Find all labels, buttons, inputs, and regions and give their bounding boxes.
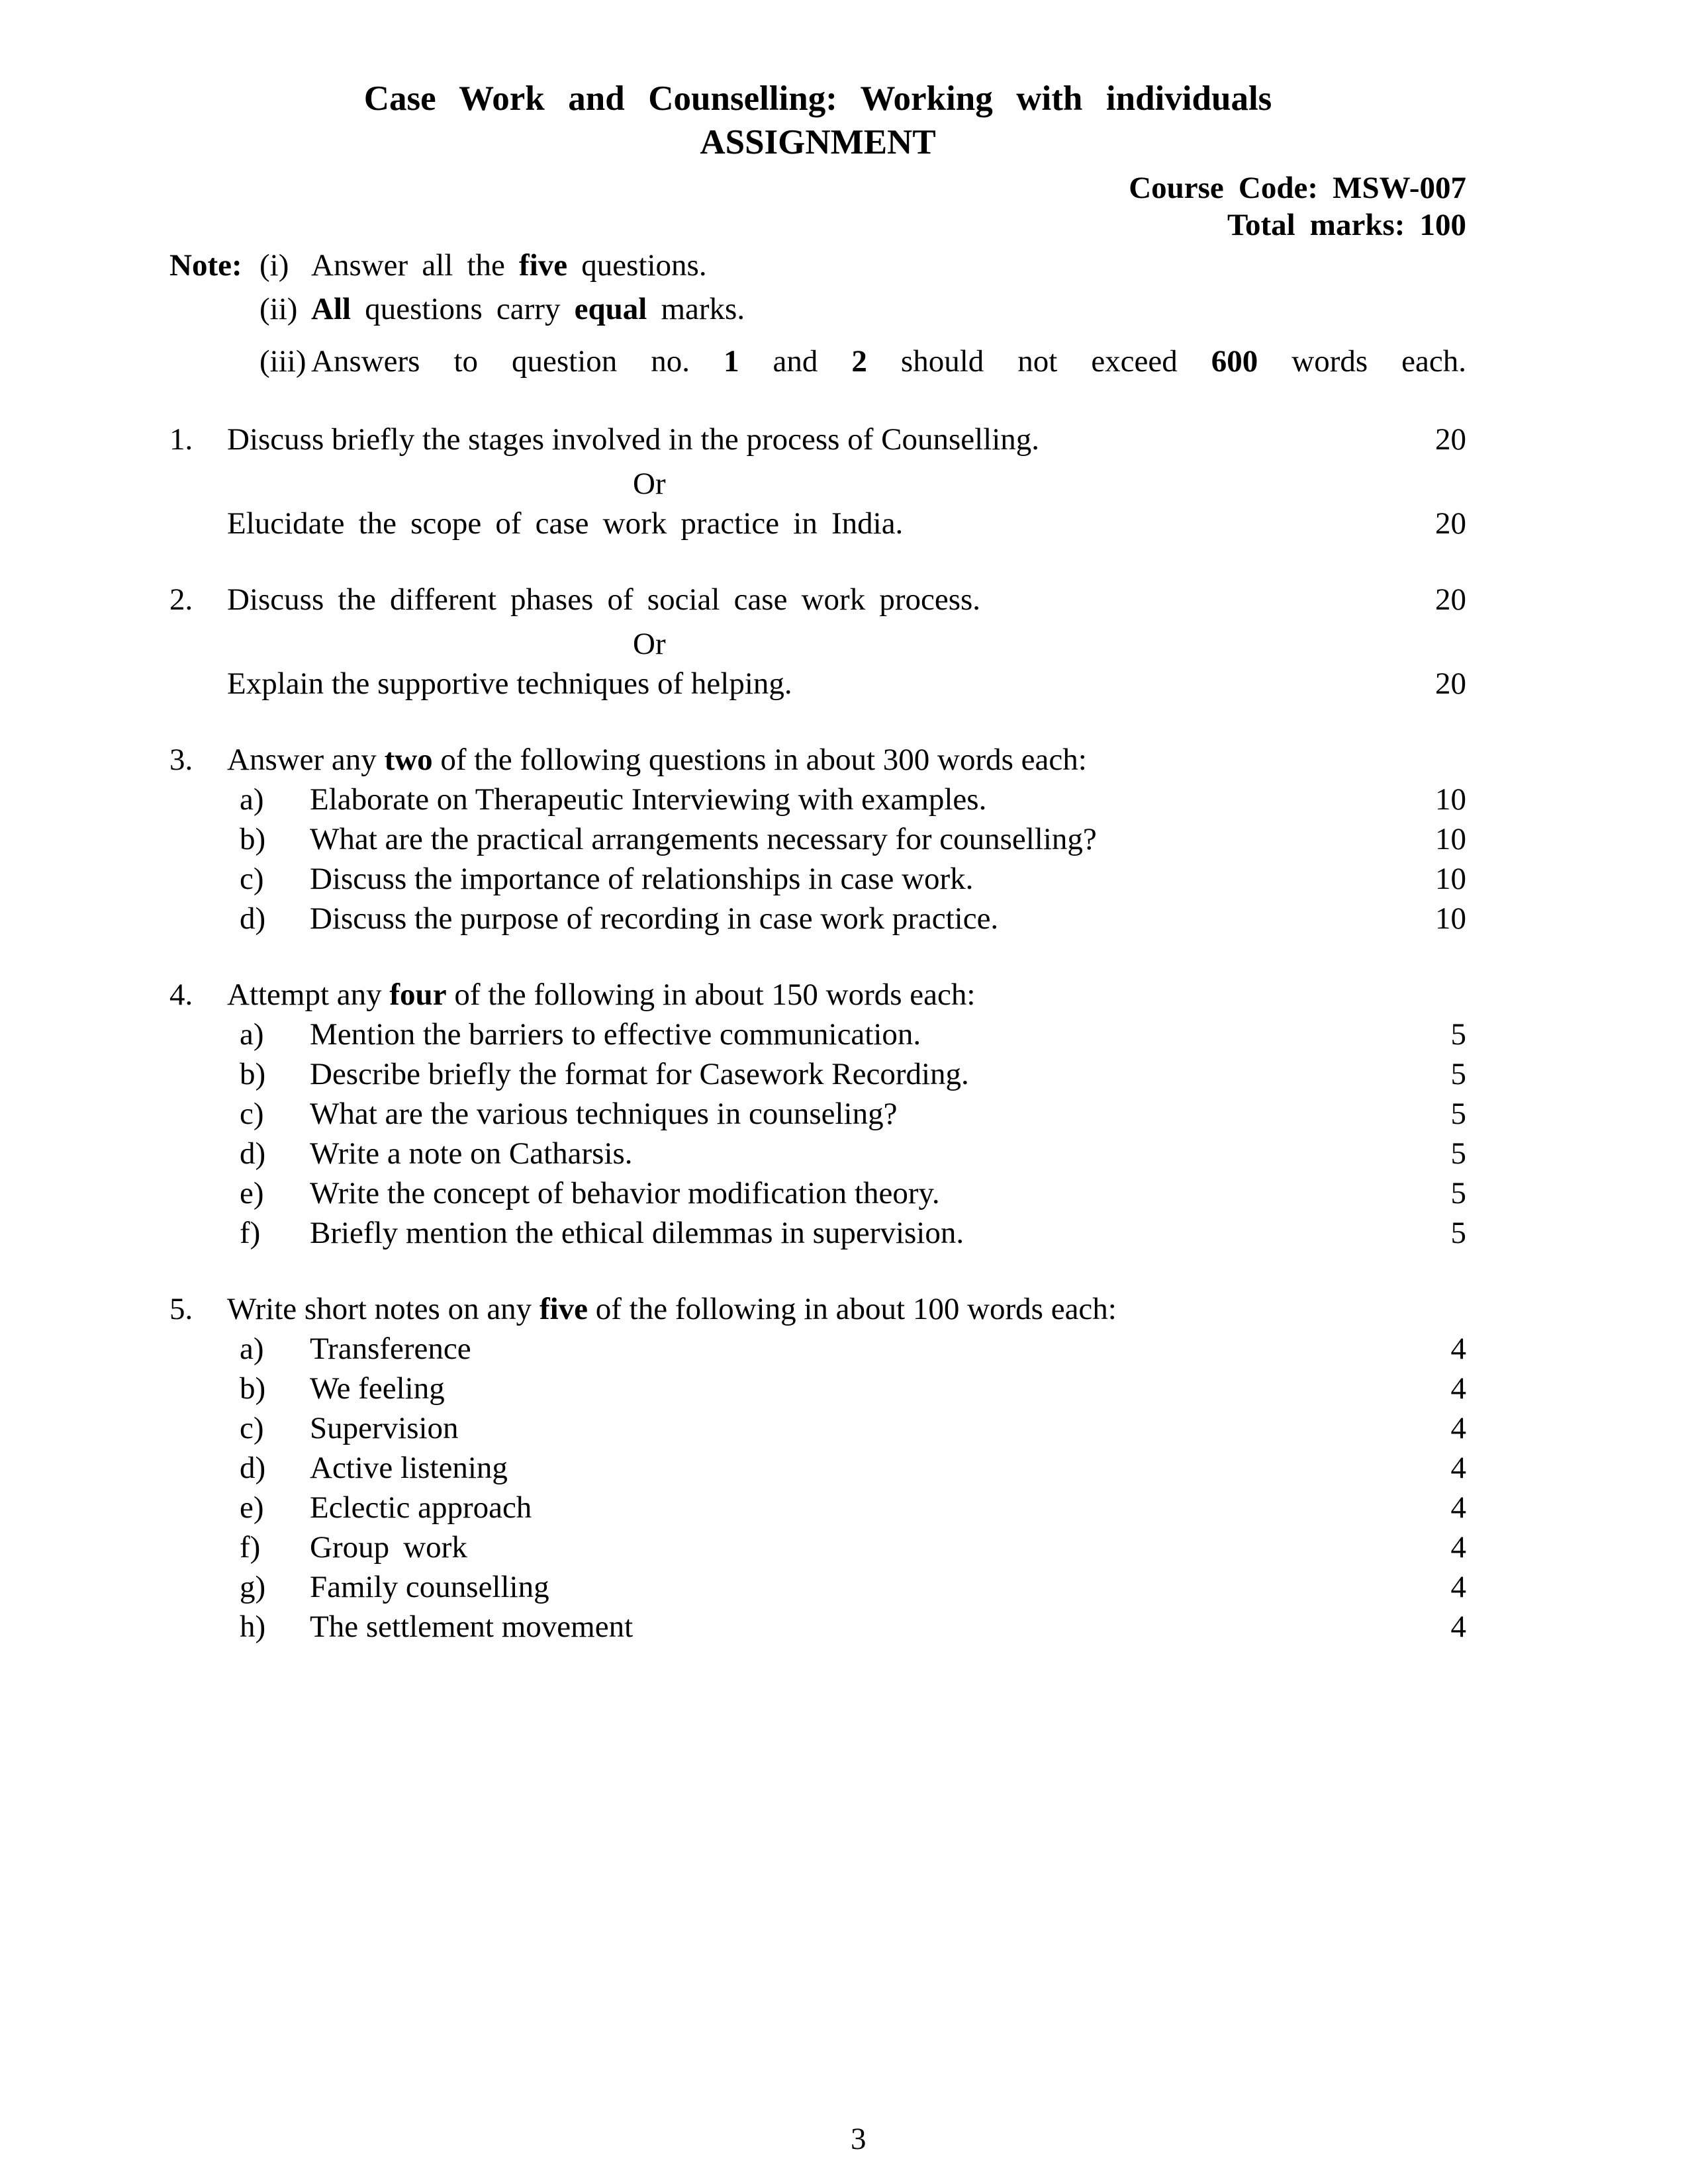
bold-text-segment: 600 — [1211, 344, 1258, 379]
text-segment: of the following questions in about 300 words each: — [432, 743, 1087, 777]
text-segment: should not exceed — [867, 344, 1211, 379]
question-marks: 20 — [1435, 582, 1466, 617]
subitem-marks: 5 — [1450, 1017, 1466, 1052]
page-number: 3 — [851, 2122, 867, 2156]
subitem-marks: 5 — [1450, 1057, 1466, 1091]
question-1 — [169, 420, 1466, 543]
question-alt — [169, 664, 1466, 704]
subitem-marker: h) — [240, 1610, 266, 1644]
text-segment: Attempt any — [227, 978, 390, 1012]
subitem-marks: 4 — [1450, 1490, 1466, 1525]
question-alt — [169, 504, 1466, 543]
subitem — [169, 1329, 1466, 1369]
note-item-marker: (i) — [259, 248, 289, 283]
subitem-text: What are the various techniques in counseling? — [310, 1097, 898, 1131]
question-text — [227, 1289, 1387, 1329]
note-section — [169, 244, 1466, 383]
subitem — [169, 819, 1466, 859]
page-subtitle: ASSIGNMENT — [700, 123, 936, 161]
subitem — [169, 1369, 1466, 1408]
subitem-marks: 4 — [1450, 1451, 1466, 1485]
note-item-marker: (iii) — [259, 344, 306, 379]
question-number-spacer — [169, 504, 227, 543]
question-number: 4. — [169, 978, 193, 1012]
subitem — [169, 1527, 1466, 1567]
subitem-marker: e) — [240, 1176, 264, 1210]
total-marks-line — [169, 206, 1466, 244]
subitem-marks: 4 — [1450, 1610, 1466, 1644]
subitem-text: The settlement movement — [310, 1610, 633, 1644]
note-item-marker: (ii) — [259, 292, 298, 326]
subitem-marker: d) — [240, 1451, 266, 1485]
text-segment: Answers to question no. — [311, 344, 724, 379]
bold-text-segment: 1 — [724, 344, 739, 379]
bold-text-segment: two — [384, 743, 433, 777]
question-marks: 20 — [1435, 422, 1466, 457]
subitem-text: Discuss the importance of relationships in case work. — [310, 862, 974, 896]
subitem-text: Discuss the purpose of recording in case work practice. — [310, 901, 999, 936]
subitem — [169, 1054, 1466, 1094]
or-label: Or — [633, 627, 666, 661]
subitem-text: Family counselling — [310, 1570, 549, 1604]
text-segment: Write short notes on any — [227, 1292, 539, 1326]
text-segment: and — [739, 344, 852, 379]
content-column — [169, 77, 1466, 1647]
subitem-marks: 4 — [1450, 1411, 1466, 1445]
bold-text-segment: 2 — [851, 344, 867, 379]
text-segment: Answer all the — [311, 248, 520, 283]
text-segment: Answer any — [227, 743, 385, 777]
text-segment: of the following in about 100 words each: — [588, 1292, 1117, 1326]
question-text — [227, 975, 1387, 1015]
subitem-text: Write the concept of behavior modification theory. — [310, 1176, 940, 1210]
subitem-text: Supervision — [310, 1411, 459, 1445]
subitem-text: Eclectic approach — [310, 1490, 532, 1525]
question-text — [227, 420, 1387, 459]
question-text — [227, 740, 1387, 780]
text-segment: Discuss briefly the stages involved in the process of Counselling. — [227, 422, 1040, 457]
subitem — [169, 1488, 1466, 1527]
text-segment: of the following in about 150 words each: — [446, 978, 976, 1012]
subitem-text: Elaborate on Therapeutic Interviewing with examples. — [310, 782, 987, 817]
total-marks-label: Total marks: — [1227, 208, 1405, 242]
question-marks — [1387, 1289, 1466, 1329]
subitem-marker: c) — [240, 1097, 264, 1131]
subitem — [169, 859, 1466, 899]
subitem — [169, 1173, 1466, 1213]
subitem-text: Group work — [310, 1530, 467, 1565]
subitem-text: What are the practical arrangements necessary for counselling? — [310, 822, 1097, 856]
note-label — [169, 340, 259, 383]
subitem-text: Active listening — [310, 1451, 508, 1485]
subitem-marker: a) — [240, 782, 264, 817]
subitem — [169, 1213, 1466, 1253]
question-alt-marks: 20 — [1435, 506, 1466, 541]
question-4 — [169, 975, 1466, 1253]
subitem-marker: a) — [240, 1017, 264, 1052]
subitem-marks: 5 — [1450, 1216, 1466, 1250]
question-number-spacer — [169, 664, 227, 704]
subitem-marks: 5 — [1450, 1136, 1466, 1171]
text-segment: Explain the supportive techniques of helping. — [227, 666, 792, 701]
question-number: 2. — [169, 582, 193, 617]
note-label — [169, 287, 259, 331]
note-item — [169, 340, 1466, 383]
subitem-marks: 4 — [1450, 1371, 1466, 1406]
question-number: 5. — [169, 1292, 193, 1326]
question-2 — [169, 580, 1466, 704]
question-alt-text — [227, 504, 1387, 543]
bold-text-segment: five — [539, 1292, 588, 1326]
subitem — [169, 1567, 1466, 1607]
question-marks — [1387, 740, 1466, 780]
subitem — [169, 1134, 1466, 1173]
subitem-marker: b) — [240, 1371, 266, 1406]
bold-text-segment: five — [519, 248, 568, 283]
note-item — [169, 244, 1466, 287]
subitem-marker: b) — [240, 1057, 266, 1091]
subitem-marks: 10 — [1435, 782, 1466, 817]
subitem-marker: f) — [240, 1530, 261, 1565]
question-marks — [1387, 975, 1466, 1015]
text-segment: Elucidate the scope of case work practice in India. — [227, 506, 904, 541]
subitem-text: Briefly mention the ethical dilemmas in supervision. — [310, 1216, 964, 1250]
text-segment: marks. — [647, 292, 745, 326]
subitem-text: Write a note on Catharsis. — [310, 1136, 633, 1171]
subitem-marks: 4 — [1450, 1570, 1466, 1604]
page-title: Case Work and Counselling: Working with individuals — [363, 79, 1272, 118]
subitem-marks: 4 — [1450, 1530, 1466, 1565]
question-alt-marks: 20 — [1435, 666, 1466, 701]
note-label: Note: — [169, 248, 242, 283]
question-text — [227, 580, 1387, 619]
subitem-marker: d) — [240, 901, 266, 936]
question-number: 3. — [169, 743, 193, 777]
subitem-marker: g) — [240, 1570, 266, 1604]
text-segment: questions carry — [351, 292, 575, 326]
subitem-marks: 10 — [1435, 901, 1466, 936]
subitem-marker: c) — [240, 1411, 264, 1445]
question-head — [169, 420, 1466, 459]
question-number: 1. — [169, 422, 193, 457]
question-5 — [169, 1289, 1466, 1647]
question-head — [169, 580, 1466, 619]
subitem-marks: 10 — [1435, 862, 1466, 896]
note-item-text — [311, 340, 1466, 383]
course-code-line — [169, 169, 1466, 206]
subitem-marker: a) — [240, 1332, 264, 1366]
subitem-text: Transference — [310, 1332, 471, 1366]
subitem-marker: e) — [240, 1490, 264, 1525]
subitem-text: Mention the barriers to effective communication. — [310, 1017, 921, 1052]
questions-list — [169, 420, 1466, 1647]
subitem — [169, 1607, 1466, 1647]
or-row — [169, 464, 1466, 504]
or-label: Or — [633, 467, 666, 501]
question-alt-text — [227, 664, 1387, 704]
subitem-text: Describe briefly the format for Casework Recording. — [310, 1057, 969, 1091]
subitem-marker: b) — [240, 822, 266, 856]
subitem — [169, 899, 1466, 938]
text-segment: words each. — [1258, 344, 1466, 379]
subitem-text: We feeling — [310, 1371, 445, 1406]
bold-text-segment: four — [389, 978, 447, 1012]
subitem-marks: 4 — [1450, 1332, 1466, 1366]
note-item — [169, 287, 1466, 331]
course-code-label: Course Code: — [1129, 171, 1318, 205]
subitem — [169, 1408, 1466, 1448]
subitem-marks: 10 — [1435, 822, 1466, 856]
subitem-marker: f) — [240, 1216, 261, 1250]
question-head — [169, 975, 1466, 1015]
subitem-marks: 5 — [1450, 1176, 1466, 1210]
subitem — [169, 1015, 1466, 1054]
or-row — [169, 624, 1466, 664]
text-segment: Discuss the different phases of social case work process. — [227, 582, 981, 617]
subitem-marks: 5 — [1450, 1097, 1466, 1131]
bold-text-segment: equal — [574, 292, 647, 326]
text-segment: questions. — [567, 248, 707, 283]
subitem-marker: c) — [240, 862, 264, 896]
note-item-text — [311, 244, 1466, 287]
subitem — [169, 1448, 1466, 1488]
question-head — [169, 1289, 1466, 1329]
subitem-marker: d) — [240, 1136, 266, 1171]
bold-text-segment: All — [311, 292, 352, 326]
note-item-text — [311, 287, 1466, 331]
question-head — [169, 740, 1466, 780]
question-3 — [169, 740, 1466, 938]
total-marks-value: 100 — [1419, 208, 1466, 242]
subitem — [169, 1094, 1466, 1134]
course-code-value: MSW-007 — [1333, 171, 1466, 205]
subitem — [169, 780, 1466, 819]
